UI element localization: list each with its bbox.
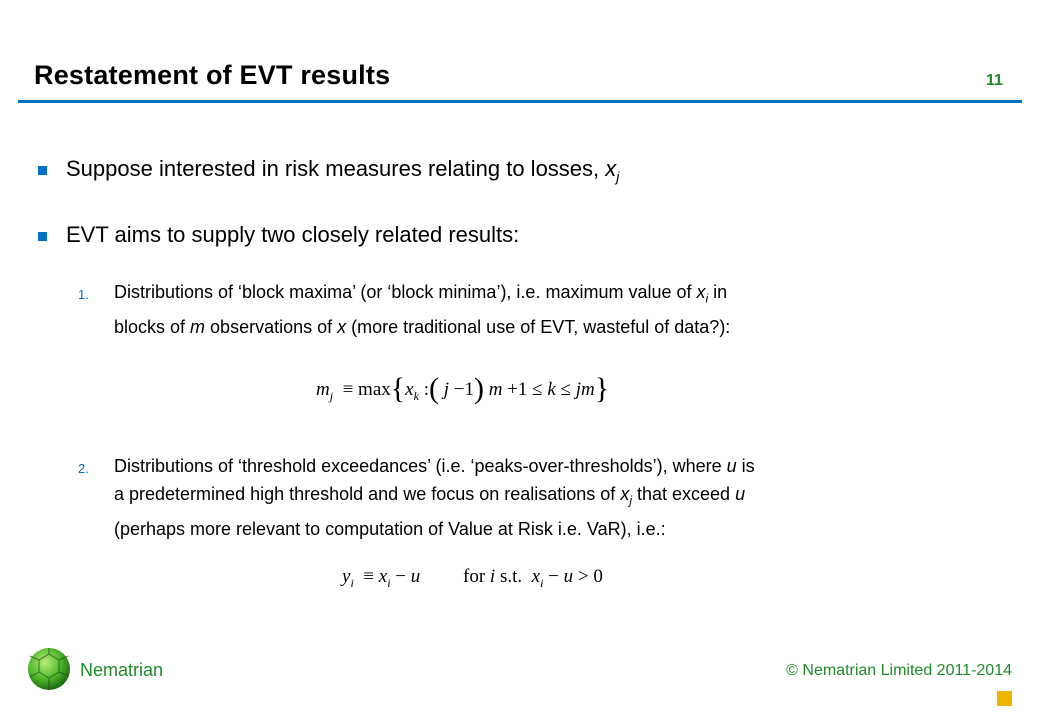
page-number: 11 xyxy=(986,72,1003,89)
title-divider xyxy=(18,100,1022,103)
item-text-2: Distributions of ‘threshold exceedances’ (i.e. ‘peaks-over-thresholds’), where u is a predetermined high threshold and we focus on realisations of $x_j$ that exceed u (perhaps more relevant to computation of Value at Risk i.e. VaR), i.e.: xyxy=(114,456,755,539)
bullet-text-2: EVT aims to supply two closely related results: xyxy=(66,222,520,247)
slide-title: Restatement of EVT results xyxy=(34,60,391,90)
nematrian-logo-icon xyxy=(26,646,72,692)
brand-name: Nematrian xyxy=(80,660,164,680)
threshold-exceedance-equation: $y_i \equiv x_i - u$ for i s.t. $x_i - u > 0$ xyxy=(342,566,603,590)
item-number-1: 1. xyxy=(78,287,89,302)
item-number-2: 2. xyxy=(78,461,89,476)
block-maxima-equation: $m_j \equiv \max\{x_k$ :( j −1) m +1 ≤ k ≤ jm} xyxy=(316,372,610,405)
copyright-notice: © Nematrian Limited 2011-2014 xyxy=(786,662,1012,679)
bullet-text-1: Suppose interested in risk measures relating to losses, $x_j$ xyxy=(66,156,620,185)
corner-marker xyxy=(997,691,1012,706)
bullet-square-icon xyxy=(38,166,47,175)
bullet-square-icon xyxy=(38,232,47,241)
item-text-1: Distributions of ‘block maxima’ (or ‘block minima’), i.e. maximum value of $x_i$ in blocks of m observations of x (more traditional use of EVT, wasteful of data?): xyxy=(114,282,731,337)
